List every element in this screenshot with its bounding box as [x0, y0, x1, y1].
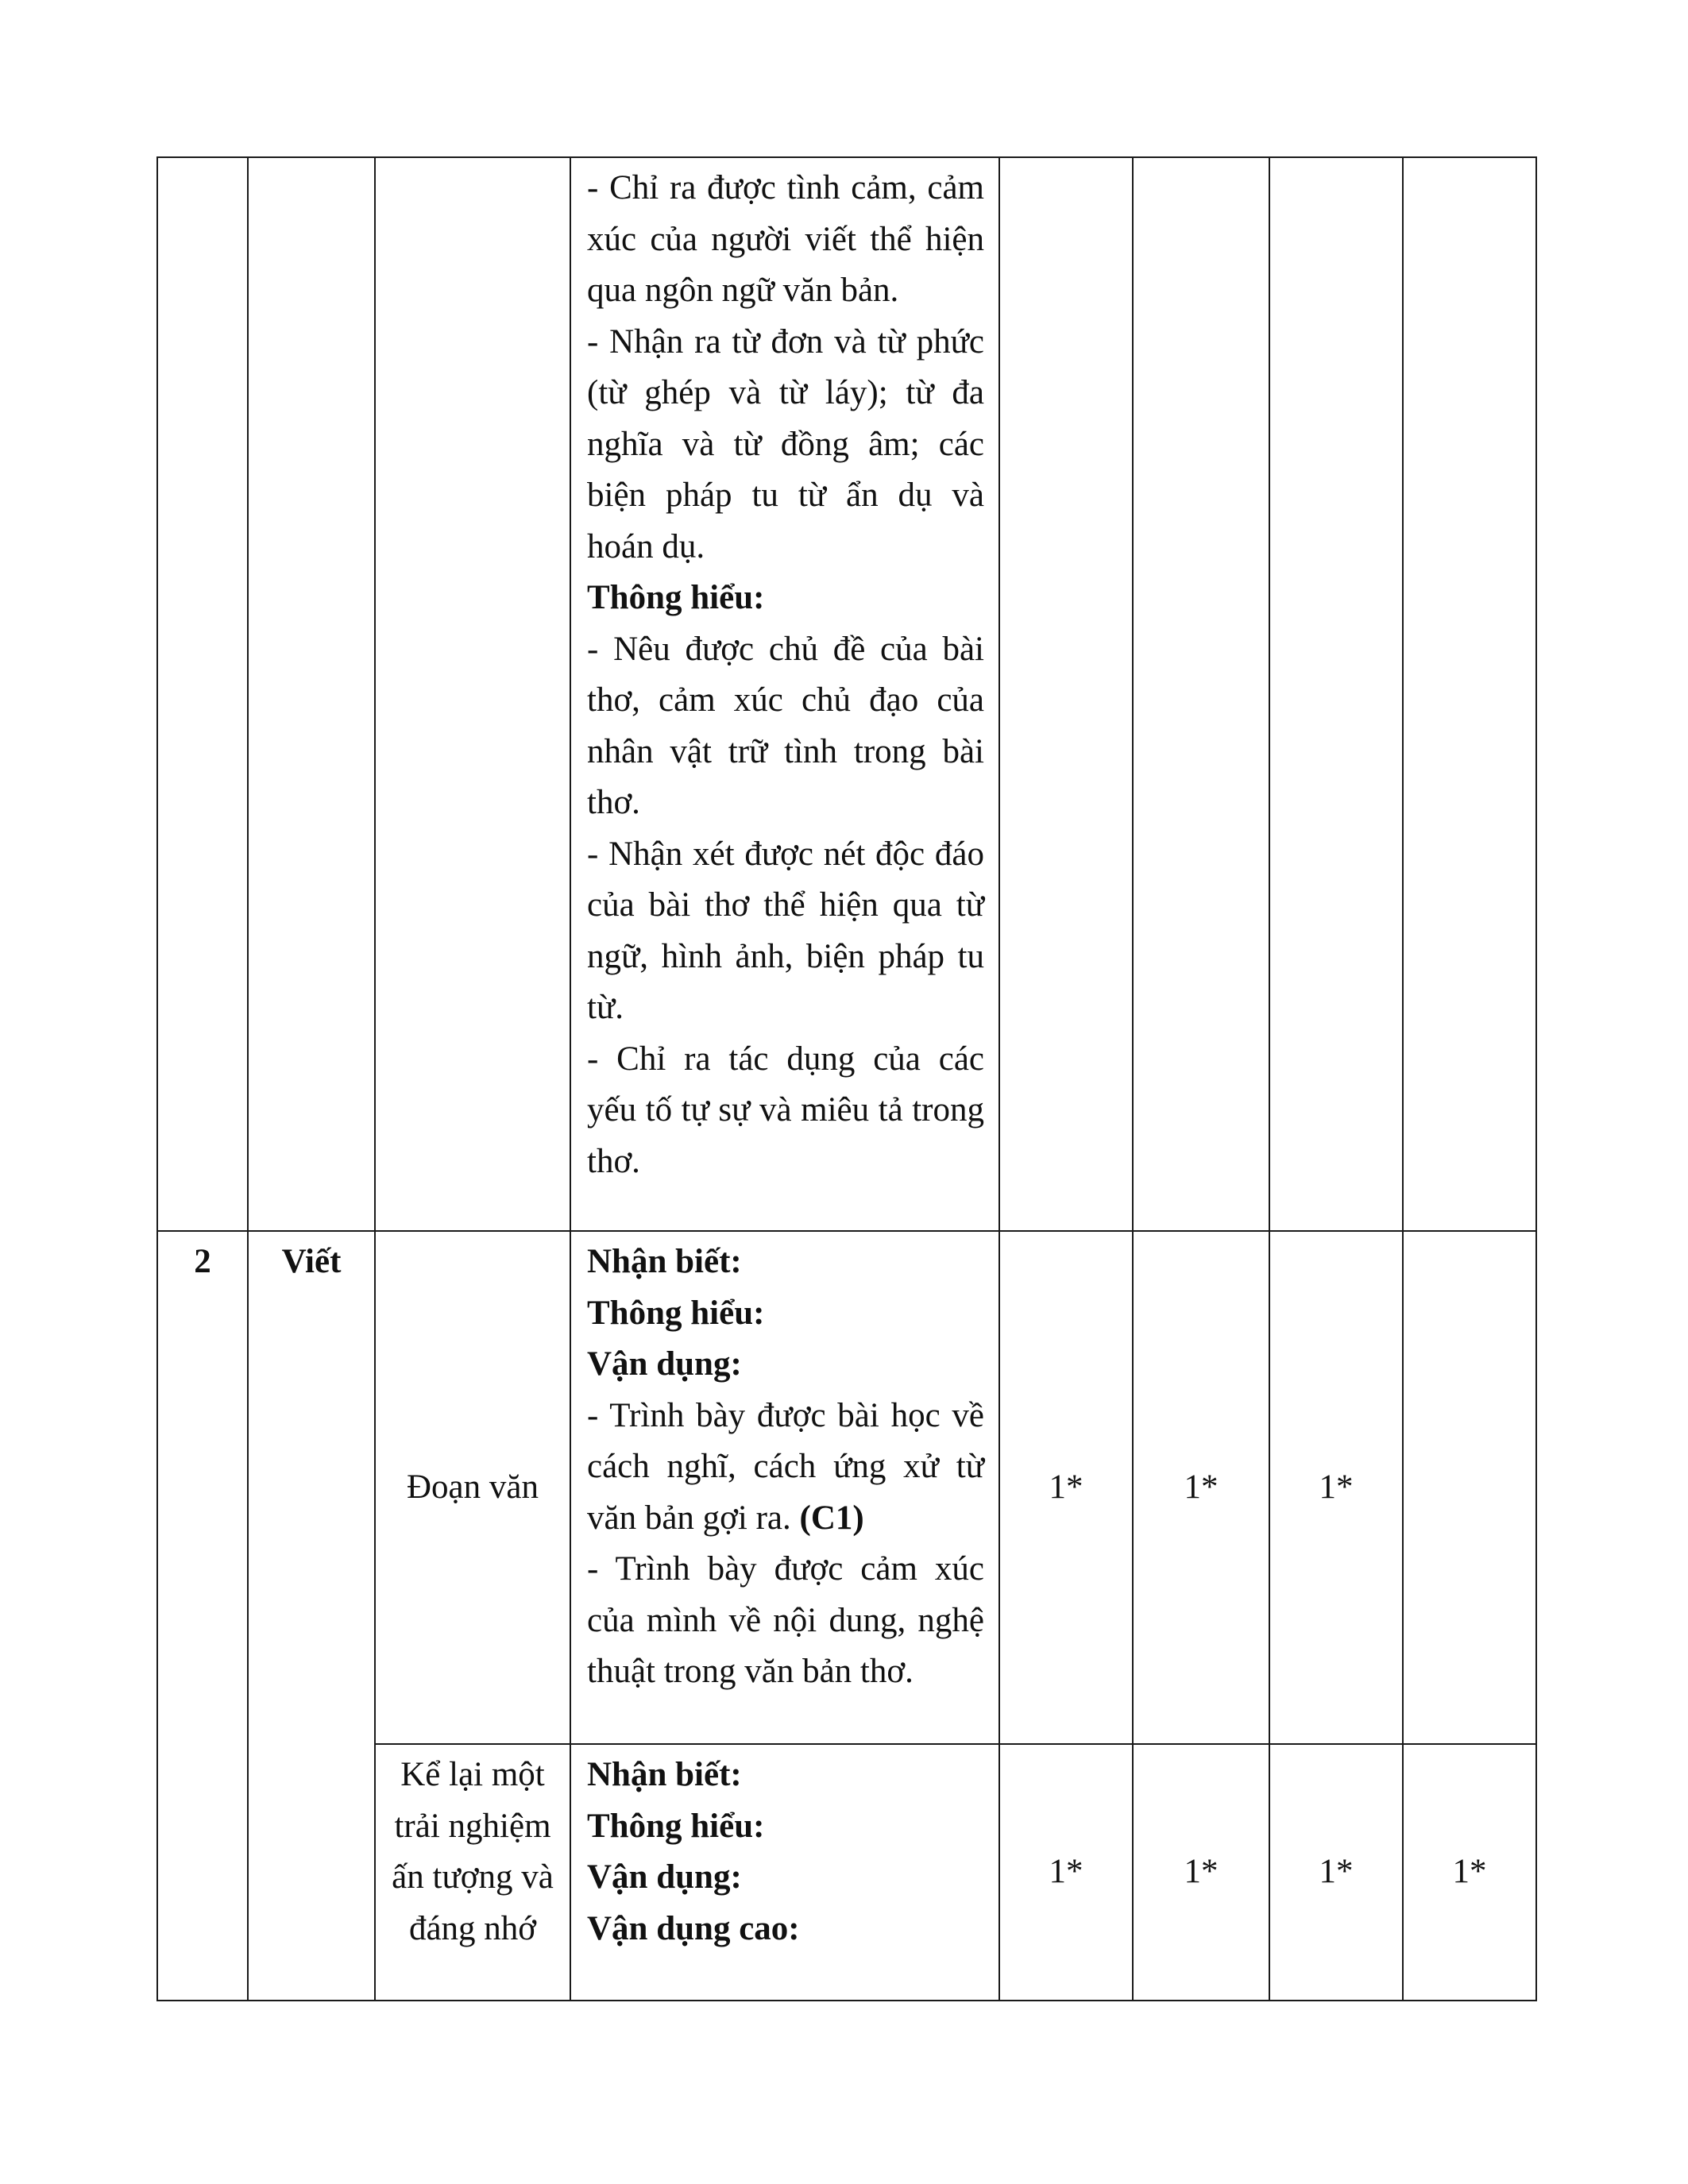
description-text: - Trình bày được bài học về cách nghĩ, cách ứng xử từ văn bản gợi ra.: [587, 1396, 984, 1537]
unit-name-cell: Kể lại một trải nghiệm ấn tượng và đáng nhớ: [375, 1744, 570, 2001]
description-line: - Trình bày được cảm xúc của mình về nội dung, nghệ thuật trong văn bản thơ.: [587, 1550, 984, 1690]
count-cell: 1*: [1133, 1744, 1269, 2001]
count-cell: [1403, 157, 1536, 1231]
count-cell: [999, 157, 1133, 1231]
count-cell: 1*: [999, 1231, 1133, 1744]
description-heading: Thông hiểu:: [587, 579, 765, 616]
unit-cell: [375, 157, 570, 1231]
table-row: [157, 157, 1536, 1231]
level-heading-recognize: Nhận biết:: [587, 1243, 742, 1280]
table-row: [157, 1231, 1536, 1744]
count-cell: 1*: [999, 1744, 1133, 2001]
section-skill-cell: Viết: [248, 1231, 375, 2001]
count-cell: 1*: [1403, 1744, 1536, 2001]
level-heading-apply: Vận dụng:: [587, 1858, 742, 1896]
skill-cell: [248, 157, 375, 1231]
description-line: - Nêu được chủ đề của bài thơ, cảm xúc chủ đạo của nhân vật trữ tình trong bài thơ.: [587, 630, 984, 821]
count-cell: [1133, 157, 1269, 1231]
level-heading-recognize: Nhận biết:: [587, 1756, 742, 1793]
number-cell: [157, 157, 248, 1231]
unit-name-cell: Đoạn văn: [375, 1231, 570, 1744]
level-heading-high-apply: Vận dụng cao:: [587, 1909, 800, 1947]
specification-matrix-table: [156, 156, 1537, 2001]
question-tag: (C1): [799, 1499, 864, 1537]
description-line: - Nhận ra từ đơn và từ phức (từ ghép và từ láy); từ đa nghĩa và từ đồng âm; các biện pháp tu từ ẩn dụ và hoán dụ.: [587, 322, 984, 565]
level-heading-understand: Thông hiểu:: [587, 1294, 765, 1332]
description-line: - Chỉ ra được tình cảm, cảm xúc của người viết thể hiện qua ngôn ngữ văn bản.: [587, 169, 984, 309]
count-cell: 1*: [1269, 1231, 1403, 1744]
description-line: - Nhận xét được nét độc đáo của bài thơ thể hiện qua từ ngữ, hình ảnh, biện pháp tu từ.: [587, 835, 984, 1026]
description-cell: [570, 1744, 999, 2001]
description-line: - Chỉ ra tác dụng của các yếu tố tự sự và miêu tả trong thơ.: [587, 1040, 984, 1180]
description-cell: [570, 1231, 999, 1744]
level-heading-understand: Thông hiểu:: [587, 1807, 765, 1845]
count-cell: [1269, 157, 1403, 1231]
count-cell: 1*: [1133, 1231, 1269, 1744]
section-number-cell: 2: [157, 1231, 248, 2001]
count-cell: [1403, 1231, 1536, 1744]
level-heading-apply: Vận dụng:: [587, 1345, 742, 1383]
count-cell: 1*: [1269, 1744, 1403, 2001]
description-line: [587, 1391, 984, 1545]
description-cell: [570, 157, 999, 1231]
